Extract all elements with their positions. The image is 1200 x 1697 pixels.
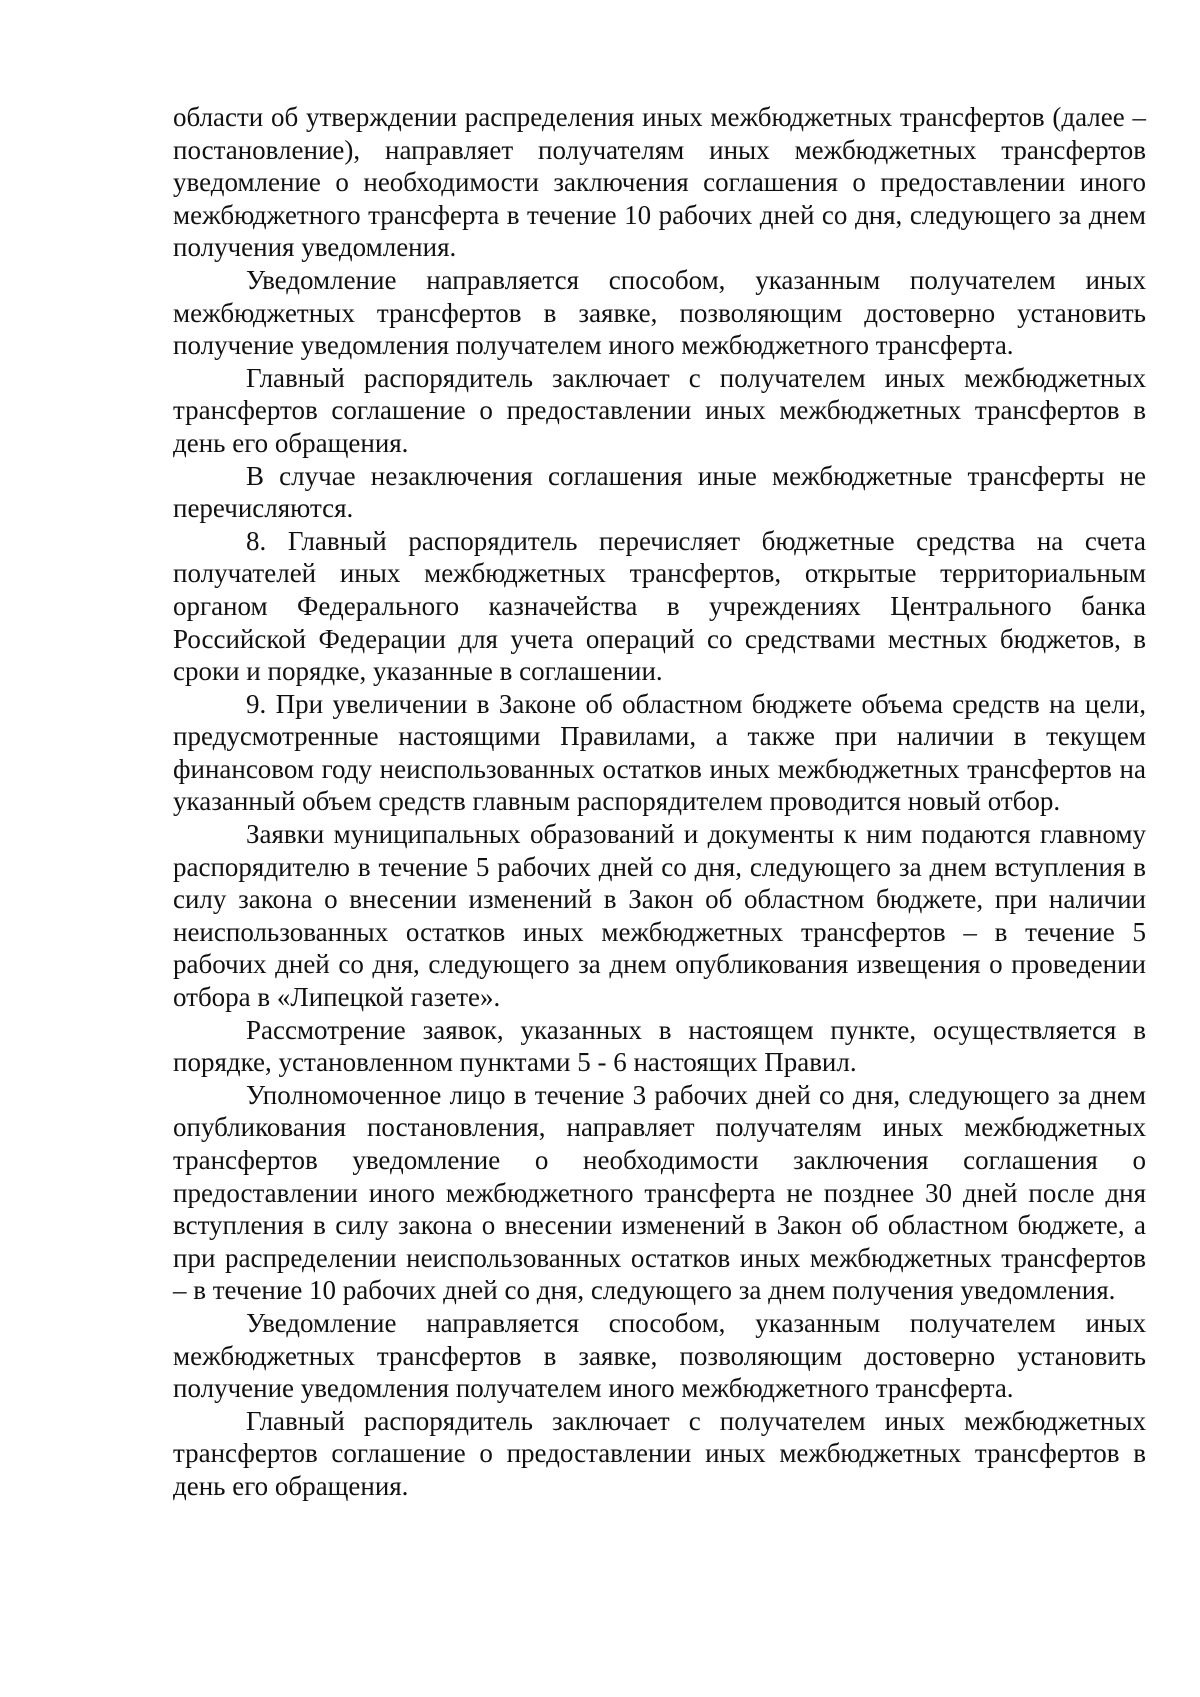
paragraph-non-conclusion: В случае незаключения соглашения иные межбюджетные трансферты не перечисляются. [173, 460, 1146, 524]
paragraph-review: Рассмотрение заявок, указанных в настоящем пункте, осуществляется в порядке, установленном пунктами 5 - 6 настоящих Правил. [173, 1014, 1146, 1078]
paragraph-agreement-conclusion-2: Главный распорядитель заключает с получателем иных межбюджетных трансфертов соглашение о предоставлении иных межбюджетных трансфертов в день его обращения. [173, 1405, 1146, 1501]
paragraph-authorized-person: Уполномоченное лицо в течение 3 рабочих дней со дня, следующего за днем опубликования постановления, направляет получателям иных межбюджетных трансфертов уведомление о необходимости заключения соглашения о предоставлении иного межбюджетного трансферта не позднее 30 дней после дня вступления в силу закона о внесении изменений в Закон об областном бюджете, а при распределении неиспользованных остатков иных межбюджетных трансфертов – в течение 10 рабочих дней со дня, следующего за днем получения уведомления. [173, 1079, 1146, 1306]
document-body [173, 101, 1146, 1503]
paragraph-item-9: 9. При увеличении в Законе об областном бюджете объема средств на цели, предусмотренные настоящими Правилами, а также при наличии в текущем финансовом году неиспользованных остатков иных межбюджетных трансфертов на указанный объем средств главным распорядителем проводится новый отбор. [173, 688, 1146, 817]
paragraph-applications: Заявки муниципальных образований и документы к ним подаются главному распорядителю в течение 5 рабочих дней со дня, следующего за днем вступления в силу закона о внесении изменений в Закон об областном бюджете, при наличии неиспользованных остатков иных межбюджетных трансфертов – в течение 5 рабочих дней со дня, следующего за днем опубликования извещения о проведении отбора в «Липецкой газете». [173, 819, 1146, 1013]
paragraph-agreement-conclusion: Главный распорядитель заключает с получателем иных межбюджетных трансфертов соглашение о предоставлении иных межбюджетных трансфертов в день его обращения. [173, 362, 1146, 458]
paragraph-notification-method-2: Уведомление направляется способом, указанным получателем иных межбюджетных трансфертов в заявке, позволяющим достоверно установить получение уведомления получателем иного межбюджетного трансферта. [173, 1307, 1146, 1404]
paragraph-item-8: 8. Главный распорядитель перечисляет бюджетные средства на счета получателей иных межбюджетных трансфертов, открытые территориальным органом Федерального казначейства в учреждениях Центрального банка Российской Федерации для учета операций со средствами местных бюджетов, в сроки и порядке, указанные в соглашении. [173, 525, 1146, 687]
paragraph-continuation: области об утверждении распределения иных межбюджетных трансфертов (далее – постановление), направляет получателям иных межбюджетных трансфертов уведомление о необходимости заключения соглашения о предоставлении иного межбюджетного трансферта в течение 10 рабочих дней со дня, следующего за днем получения уведомления. [173, 102, 1146, 263]
paragraph-notification-method: Уведомление направляется способом, указанным получателем иных межбюджетных трансфертов в заявке, позволяющим достоверно установить получение уведомления получателем иного межбюджетного трансферта. [173, 264, 1146, 361]
